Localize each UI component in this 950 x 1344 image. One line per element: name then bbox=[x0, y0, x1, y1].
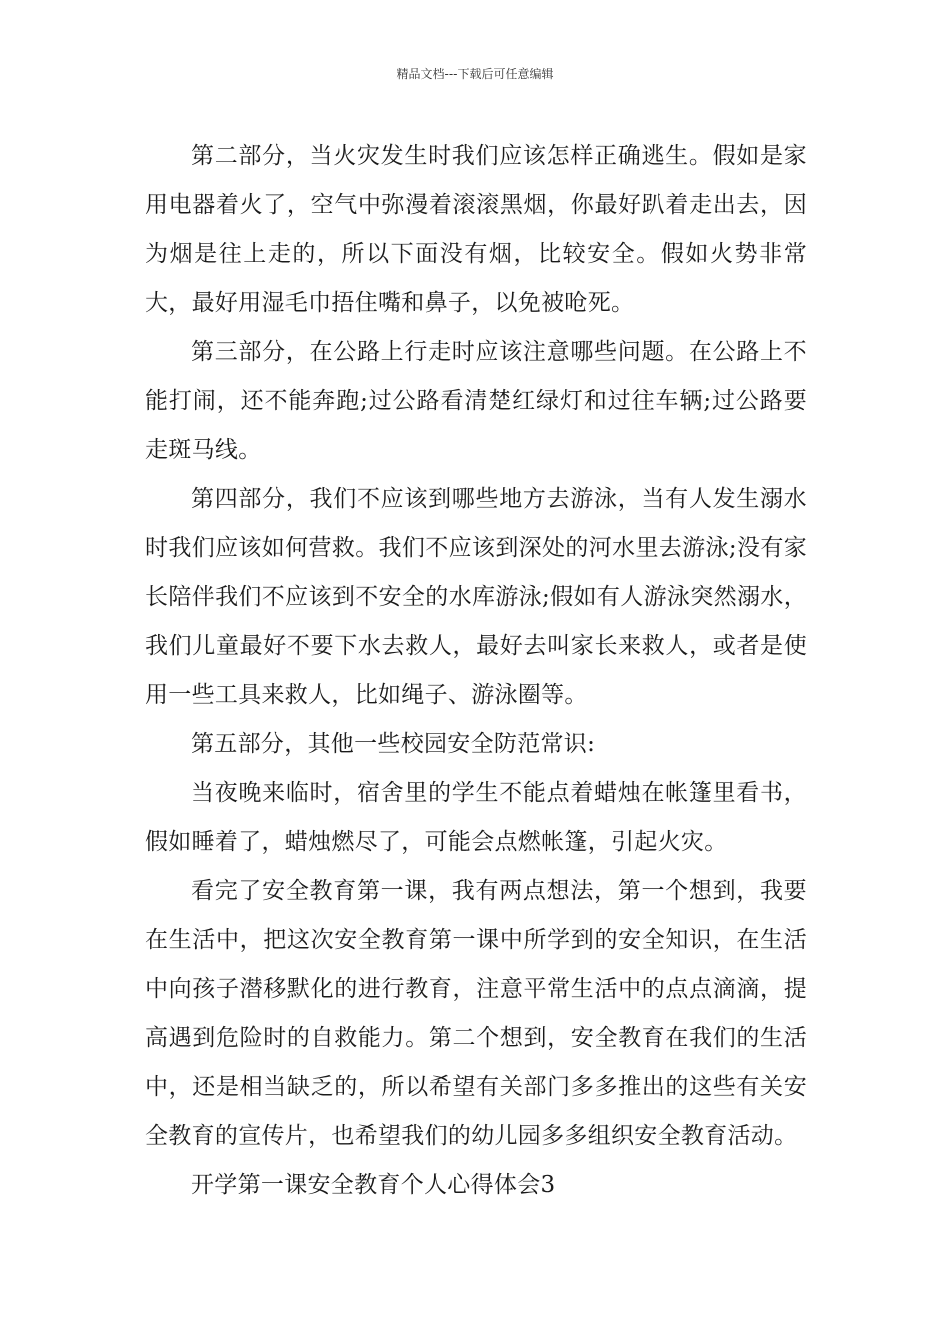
paragraph-candle-warning: 当夜晚来临时，宿舍里的学生不能点着蜡烛在帐篷里看书，假如睡着了，蜡烛燃尽了，可能会点燃帐篷，引起火灾。 bbox=[145, 780, 807, 855]
paragraph-road-safety: 第三部分，在公路上行走时应该注意哪些问题。在公路上不能打闹，还不能奔跑;过公路看清楚红绿灯和过往车辆;过公路要走斑马线。 bbox=[145, 339, 807, 463]
paragraph-swimming-safety: 第四部分，我们不应该到哪些地方去游泳，当有人发生溺水时我们应该如何营救。我们不应该到深处的河水里去游泳;没有家长陪伴我们不应该到不安全的水库游泳;假如有人游泳突然溺水，我们儿童最好不要下水去救人，最好去叫家长来救人，或者是使用一些工具来救人，比如绳子、游泳圈等。 bbox=[145, 486, 807, 708]
section-title: 开学第一课安全教育个人心得体会3 bbox=[191, 1172, 556, 1198]
paragraph-fire-escape: 第二部分，当火灾发生时我们应该怎样正确逃生。假如是家用电器着火了，空气中弥漫着滚滚黑烟，你最好趴着走出去，因为烟是往上走的，所以下面没有烟，比较安全。假如火势非常大，最好用湿毛巾捂住嘴和鼻子，以免被呛死。 bbox=[145, 143, 807, 316]
paragraph-reflection: 看完了安全教育第一课，我有两点想法，第一个想到，我要在生活中，把这次安全教育第一课中所学到的安全知识，在生活中向孩子潜移默化的进行教育，注意平常生活中的点点滴滴，提高遇到危险时的自救能力。第二个想到，安全教育在我们的生活中，还是相当缺乏的，所以希望有关部门多多推出的这些有关安全教育的宣传片，也希望我们的幼儿园多多组织安全教育活动。 bbox=[145, 878, 807, 1149]
document-body bbox=[145, 132, 807, 1210]
paragraph-campus-safety-heading: 第五部分，其他一些校园安全防范常识: bbox=[191, 731, 596, 757]
page-header: 精品文档---下载后可任意编辑 bbox=[396, 67, 554, 81]
